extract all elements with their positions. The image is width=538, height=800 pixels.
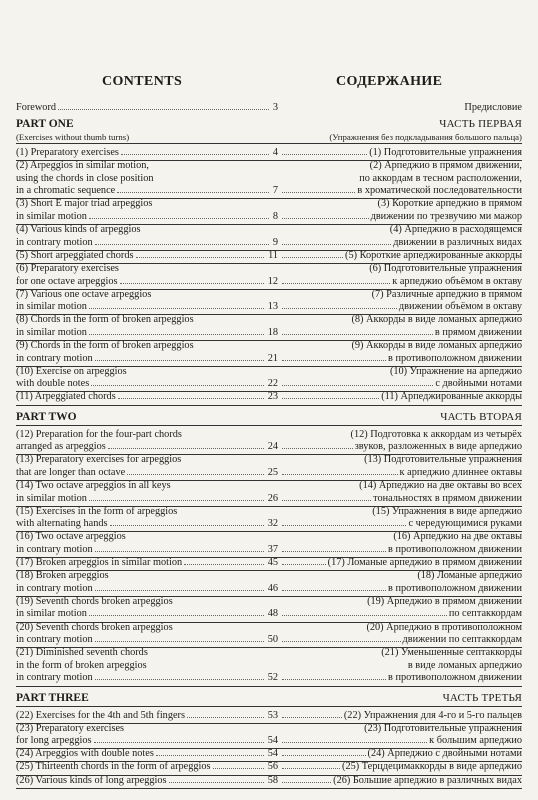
dot-leader xyxy=(282,679,386,680)
toc-entry-line-en xyxy=(16,289,278,302)
entry-text-ru: (24) Арпеджио с двойными нотами xyxy=(367,748,522,760)
entry-text-en: in contrary motion xyxy=(16,582,93,594)
divider-line xyxy=(278,706,522,707)
page-number: 7 xyxy=(272,185,278,197)
dot-leader xyxy=(187,717,264,718)
toc-entry-line-en xyxy=(16,531,278,544)
entry-text-en: in similar motion xyxy=(16,608,87,620)
toc-entry-line-en xyxy=(16,441,278,454)
dot-leader xyxy=(95,244,269,245)
toc-entry-line-en xyxy=(16,748,278,761)
entry-text-en: using the chords in close position xyxy=(16,172,154,184)
toc-entry-line-ru xyxy=(278,441,522,454)
divider-line xyxy=(278,686,522,687)
entry-text-ru: с двойными нотами xyxy=(435,378,522,390)
dot-leader xyxy=(184,564,264,565)
dot-leader xyxy=(91,385,263,386)
entry-text-ru: (17) Ломаные арпеджио в прямом движении xyxy=(327,557,522,568)
soderzhanie-heading: СОДЕРЖАНИЕ xyxy=(336,74,443,89)
page-number: 3 xyxy=(272,102,278,113)
dot-leader xyxy=(120,283,264,284)
entry-text-en: (21) Diminished seventh chords xyxy=(16,647,148,659)
page-number: 54 xyxy=(267,748,278,760)
entry-text-en: (9) Chords in the form of broken arpeggios xyxy=(16,340,194,351)
entry-text-en: (6) Preparatory exercises xyxy=(16,262,119,274)
toc-entry-line-ru xyxy=(278,710,522,723)
toc-entry-line-ru xyxy=(278,289,522,302)
entry-text-en: (18) Broken arpeggios xyxy=(16,570,109,582)
entry-text-ru: в противоположном движении xyxy=(388,672,522,684)
toc-entry-line-ru xyxy=(278,160,522,173)
toc-entry-line-en xyxy=(16,506,278,519)
toc-entry-line-ru xyxy=(278,237,522,250)
dot-leader xyxy=(213,768,264,769)
entry-text-en: (11) Arpeggiated chords xyxy=(16,391,116,403)
dot-leader xyxy=(108,448,264,449)
toc-entry-line-ru xyxy=(278,723,522,736)
toc-entry-line-en xyxy=(16,185,278,198)
dot-leader xyxy=(95,679,264,680)
divider-line xyxy=(16,686,278,687)
part-subtitle-en: (Exercises without thumb turns) xyxy=(16,132,130,142)
toc-entry-line-en xyxy=(16,467,278,480)
entry-text-en: with alternating hands xyxy=(16,518,108,530)
toc-entry-line-ru xyxy=(278,314,522,327)
page-number: 18 xyxy=(267,326,278,338)
toc-entry-line-ru xyxy=(278,429,522,442)
toc-entry-line-ru xyxy=(278,622,522,635)
toc-entry-line-en xyxy=(16,276,278,289)
toc-entry-line-ru xyxy=(278,327,522,340)
entry-text-en: (10) Exercise on arpeggios xyxy=(16,365,127,377)
entry-text-en: (3) Short E major triad arpeggios xyxy=(16,198,153,210)
dot-leader xyxy=(169,782,264,783)
part-title-en: PART TWO xyxy=(16,410,77,423)
toc-entry-line-en xyxy=(16,660,278,673)
entry-text-en: (13) Preparatory exercises for arpeggios xyxy=(16,454,182,466)
dot-leader xyxy=(282,615,447,616)
dot-leader xyxy=(282,768,340,769)
entry-text-en: (24) Arpeggios with double notes xyxy=(16,748,154,760)
part-title-ru: ЧАСТЬ ПЕРВАЯ xyxy=(439,118,522,130)
toc-entry-line-ru xyxy=(278,775,522,788)
divider-line xyxy=(278,405,522,406)
entry-text-en: (8) Chords in the form of broken arpeggios xyxy=(16,314,194,326)
dot-leader xyxy=(282,192,355,193)
dot-leader xyxy=(282,717,342,718)
entry-text-ru: к арпеджио длиннее октавы xyxy=(399,466,522,478)
toc-entry-line-en xyxy=(16,250,278,263)
dot-leader xyxy=(282,474,398,475)
toc-entry-line-ru xyxy=(278,748,522,761)
entry-text-ru: в противоположном движении xyxy=(388,352,522,364)
page-number: 56 xyxy=(267,761,278,773)
toc-entry-line-ru xyxy=(278,647,522,660)
entry-text-en: in similar motion xyxy=(16,211,87,222)
entry-text-ru: (22) Упражнения для 4-го и 5-го пальцев xyxy=(343,709,522,721)
entry-text-ru: по аккордам в тесном расположении, xyxy=(359,172,522,184)
entry-text-en: in similar motion xyxy=(16,301,87,313)
toc-entry-line-en xyxy=(16,493,278,506)
entry-text-en: (26) Various kinds of long arpeggios xyxy=(16,774,167,786)
toc-entry-line-en xyxy=(16,160,278,173)
dot-leader xyxy=(89,308,264,309)
entry-text-en: (19) Seventh chords broken arpeggios xyxy=(16,595,173,607)
entry-text-ru: к большим арпеджио xyxy=(429,735,522,747)
toc-entry-line-en xyxy=(16,570,278,583)
entry-text-ru: (26) Большие арпеджио в различных видах xyxy=(333,774,522,786)
dot-leader xyxy=(127,474,263,475)
toc-entry-line-en xyxy=(16,429,278,442)
entry-text-ru: с чередующимися руками xyxy=(408,518,522,530)
page-number: 32 xyxy=(267,518,278,530)
toc-entry-line-ru xyxy=(278,583,522,596)
page-number: 54 xyxy=(267,735,278,747)
dot-leader xyxy=(89,500,264,501)
entry-text-ru: (18) Ломаные арпеджио xyxy=(417,570,522,582)
entry-text-en: (17) Broken arpeggios in similar motion xyxy=(16,557,183,568)
divider-line xyxy=(16,788,278,789)
toc-entry-line-ru xyxy=(278,198,522,211)
toc-entry-line-ru xyxy=(278,596,522,609)
toc-entry-line-en xyxy=(16,518,278,531)
dot-leader xyxy=(89,218,269,219)
entry-text-en: in contrary motion xyxy=(16,672,93,684)
entry-text-ru: движении объёмом в октаву xyxy=(398,301,522,313)
toc-entry-line-ru xyxy=(278,301,522,314)
dot-leader xyxy=(110,525,264,526)
entry-text-en: in contrary motion xyxy=(16,634,93,646)
entry-text-ru: в виде ломаных арпеджио xyxy=(407,659,522,671)
page-number: 4 xyxy=(272,147,278,158)
dot-leader xyxy=(282,564,326,565)
dot-leader xyxy=(95,551,264,552)
page-number: 13 xyxy=(267,301,278,313)
entry-text-ru: (6) Подготовительные упражнения xyxy=(369,262,522,274)
dot-leader xyxy=(282,334,433,335)
toc-entry-line-ru xyxy=(278,544,522,557)
dot-leader xyxy=(121,154,269,155)
entry-text-ru: (13) Подготовительные упражнения xyxy=(364,454,522,466)
toc-entry-line-ru xyxy=(278,557,522,570)
page-number: 58 xyxy=(267,774,278,786)
page-number: 8 xyxy=(272,211,278,222)
toc-entry-line-en xyxy=(16,211,278,224)
dot-leader xyxy=(282,641,401,642)
toc-entry-line-en xyxy=(16,647,278,660)
toc-entry-line-ru xyxy=(278,608,522,621)
page-number: 24 xyxy=(267,441,278,453)
entry-text-en: (22) Exercises for the 4th and 5th fingers xyxy=(16,709,185,721)
dot-leader xyxy=(282,742,427,743)
toc-entry-line-ru xyxy=(278,735,522,748)
part-title-ru: ЧАСТЬ ТРЕТЬЯ xyxy=(442,691,522,704)
toc-entry-line-ru xyxy=(278,378,522,391)
toc-entry-line-ru xyxy=(278,761,522,774)
entry-text-ru: (14) Арпеджио на две октавы во всех xyxy=(359,479,522,491)
dot-leader xyxy=(89,334,264,335)
entry-text-ru: (16) Арпеджио на две октавы xyxy=(393,531,522,543)
entry-text-en: (12) Preparation for the four-part chords xyxy=(16,428,182,440)
page-number: 9 xyxy=(272,236,278,248)
entry-text-en: arranged as arpeggios xyxy=(16,441,106,453)
part-title-ru: ЧАСТЬ ВТОРАЯ xyxy=(440,410,522,423)
toc-entry-line-en xyxy=(16,454,278,467)
entry-text-ru: (4) Арпеджио в расходящемся xyxy=(389,224,522,236)
toc-entry-line-ru xyxy=(278,506,522,519)
toc-entry-line-ru xyxy=(278,340,522,353)
toc-entry-line-en xyxy=(16,237,278,250)
entry-text-en: that are longer than octave xyxy=(16,466,126,478)
entry-text-ru: движении по трезвучию ми мажор xyxy=(370,211,522,222)
page-number: 25 xyxy=(267,466,278,478)
toc-entry-line-en xyxy=(16,608,278,621)
toc-entry-line-ru xyxy=(278,366,522,379)
entry-text-ru: (20) Арпеджио в противоположном xyxy=(366,621,522,633)
entry-text-en: (1) Preparatory exercises xyxy=(16,147,119,158)
toc-entry-line-en xyxy=(16,301,278,314)
entry-text-en: in similar motion xyxy=(16,492,87,504)
dot-leader xyxy=(282,283,390,284)
toc-entry-line-ru xyxy=(278,672,522,685)
toc-entry-line-en xyxy=(16,544,278,557)
entry-text-ru: тональностях в прямом движении xyxy=(373,492,522,504)
toc-entry-line-en xyxy=(16,353,278,366)
dot-leader xyxy=(282,551,386,552)
entry-text-ru: (12) Подготовка к аккордам из четырёх xyxy=(350,428,522,440)
dot-leader xyxy=(282,154,367,155)
dot-leader xyxy=(136,257,265,258)
dot-leader xyxy=(95,641,264,642)
toc-entry-line-en xyxy=(16,672,278,685)
page-number: 37 xyxy=(267,543,278,555)
divider-line xyxy=(278,143,522,144)
toc-entry-line-ru xyxy=(278,634,522,647)
page-number: 12 xyxy=(267,275,278,287)
entry-text-ru: (10) Упражнение на арпеджио xyxy=(389,365,522,377)
page-number: 50 xyxy=(267,634,278,646)
toc-entry-line-en xyxy=(16,735,278,748)
toc-entry-line-ru xyxy=(278,173,522,186)
toc-entry-line-ru xyxy=(278,518,522,531)
part-subtitle-ru: (Упражнения без подкладывания большого пальца) xyxy=(329,132,522,142)
entry-text-ru: по септаккордам xyxy=(448,608,522,620)
entry-text-ru: (25) Терцдецимаккорды в виде арпеджио xyxy=(342,761,522,773)
dot-leader xyxy=(89,615,264,616)
entry-text-en: for long arpeggios xyxy=(16,735,92,747)
dot-leader xyxy=(282,218,369,219)
entry-text-en: in a chromatic sequence xyxy=(16,185,116,197)
dot-leader xyxy=(95,360,264,361)
dot-leader xyxy=(282,360,386,361)
dot-leader xyxy=(282,244,391,245)
toc-entry-line-en xyxy=(16,634,278,647)
dot-leader xyxy=(156,755,264,756)
entry-text-ru: к арпеджио объёмом в октаву xyxy=(392,275,522,287)
dot-leader xyxy=(117,192,269,193)
entry-text-ru: в хроматической последовательности xyxy=(357,185,522,197)
toc-entry-line-ru xyxy=(278,211,522,224)
toc-entry-line-en xyxy=(16,340,278,353)
entry-text-ru: (23) Подготовительные упражнения xyxy=(364,722,522,734)
toc-entry-line-en xyxy=(16,622,278,635)
toc-entry-line-en xyxy=(16,723,278,736)
entry-text-en: (20) Seventh chords broken arpeggios xyxy=(16,621,173,633)
divider-line xyxy=(278,425,522,426)
entry-text-ru: (11) Арпеджированные аккорды xyxy=(381,391,522,403)
page-number: 21 xyxy=(267,352,278,364)
toc-entry-line-en xyxy=(16,102,278,115)
entry-text-en: Foreword xyxy=(16,102,57,113)
part-title-en: PART THREE xyxy=(16,691,89,704)
toc-entry-line-en xyxy=(16,224,278,237)
toc-entry-line-ru xyxy=(278,263,522,276)
toc-entry-line-en xyxy=(16,391,278,404)
dot-leader xyxy=(282,590,386,591)
entry-text-ru: звуков, разложенных в виде арпеджио xyxy=(354,441,522,453)
dot-leader xyxy=(94,742,264,743)
entry-text-en: (4) Various kinds of arpeggios xyxy=(16,224,141,236)
toc-entry-line-en xyxy=(16,557,278,570)
divider-line xyxy=(278,788,522,789)
toc-entry-line-en xyxy=(16,775,278,788)
toc-entry-line-ru xyxy=(278,353,522,366)
toc-header xyxy=(16,74,522,94)
entry-text-en: in contrary motion xyxy=(16,352,93,364)
toc-entry-line-ru xyxy=(278,660,522,673)
entry-text-ru: (8) Аккорды в виде ломаных арпеджио xyxy=(351,314,522,326)
entry-text-en: for one octave arpeggios xyxy=(16,275,118,287)
entry-text-ru: (19) Арпеджио в прямом движении xyxy=(367,595,522,607)
page-number: 45 xyxy=(267,557,278,568)
toc-entry-line-en xyxy=(16,198,278,211)
divider-line xyxy=(16,425,278,426)
contents-heading: CONTENTS xyxy=(102,74,183,89)
dot-leader xyxy=(282,525,406,526)
entry-text-en: (16) Two octave arpeggios xyxy=(16,531,126,543)
toc-entry-line-en xyxy=(16,314,278,327)
toc-entry-line-en xyxy=(16,710,278,723)
toc-entry-line-en xyxy=(16,147,278,160)
dot-leader xyxy=(95,590,264,591)
entry-text-ru: в прямом движении xyxy=(434,326,522,338)
entry-text-ru: (7) Различные арпеджио в прямом xyxy=(371,288,522,300)
page-number: 46 xyxy=(267,582,278,594)
entry-text-ru: движении по септаккордам xyxy=(402,634,522,646)
toc-entry-line-ru xyxy=(278,185,522,198)
toc-entry-line-en xyxy=(16,327,278,340)
entry-text-en: in the form of broken arpeggios xyxy=(16,659,147,671)
page-number: 48 xyxy=(267,608,278,620)
toc-entry-line-en xyxy=(16,480,278,493)
entry-text-en: (15) Exercises in the form of arpeggios xyxy=(16,505,178,517)
entry-text-en: (23) Preparatory exercises xyxy=(16,722,125,734)
foreword-ru: Предисловие xyxy=(464,102,522,113)
dot-leader xyxy=(282,308,397,309)
toc-entry-line-en xyxy=(16,761,278,774)
toc-entry-line-ru xyxy=(278,480,522,493)
entry-text-en: in contrary motion xyxy=(16,543,93,555)
toc-entry-line-en xyxy=(16,596,278,609)
dot-leader xyxy=(282,782,331,783)
entry-text-en: in contrary motion xyxy=(16,236,93,248)
entry-text-ru: (2) Арпеджио в прямом движении, xyxy=(369,160,522,172)
dot-leader xyxy=(118,398,264,399)
entry-text-ru: движении в различных видах xyxy=(393,236,522,248)
toc-entry-line-en xyxy=(16,366,278,379)
dot-leader xyxy=(282,755,366,756)
toc-entry-line-en xyxy=(16,378,278,391)
toc-entry-line-ru xyxy=(278,493,522,506)
part-title-en: PART ONE xyxy=(16,118,74,130)
page-number: 23 xyxy=(267,391,278,403)
toc-entry-line-ru xyxy=(278,467,522,480)
entry-text-ru: в противоположном движении xyxy=(388,582,522,594)
divider-line xyxy=(16,143,278,144)
divider-line xyxy=(16,405,278,406)
entry-text-ru: (5) Короткие арпеджированные аккорды xyxy=(345,249,522,261)
divider-line xyxy=(16,706,278,707)
dot-leader xyxy=(282,500,371,501)
toc-entry-line-ru xyxy=(278,147,522,160)
entry-text-ru: (21) Уменьшенные септаккорды xyxy=(381,647,522,659)
toc-entry-line-en xyxy=(16,173,278,186)
toc-entry-line-ru xyxy=(278,250,522,263)
entry-text-ru: в противоположном движении xyxy=(388,543,522,555)
entry-text-en: (2) Arpeggios in similar motion, xyxy=(16,160,149,172)
toc-entry-line-ru xyxy=(278,454,522,467)
dot-leader xyxy=(282,448,353,449)
toc-entry-line-ru xyxy=(278,224,522,237)
toc-entry-line-ru xyxy=(278,276,522,289)
dot-leader xyxy=(58,109,269,110)
toc-entry-line-ru xyxy=(278,570,522,583)
page-number: 52 xyxy=(267,672,278,684)
page-number: 22 xyxy=(267,378,278,390)
page-number: 53 xyxy=(267,709,278,721)
entry-text-en: with double notes xyxy=(16,378,90,390)
entry-text-ru: (1) Подготовительные упражнения xyxy=(369,147,522,158)
entry-text-ru: (3) Короткие арпеджио в прямом xyxy=(377,198,522,210)
toc-entry-line-ru xyxy=(278,531,522,544)
dot-leader xyxy=(282,257,343,258)
entry-text-en: (5) Short arpeggiated chords xyxy=(16,249,134,261)
toc-page xyxy=(16,0,522,800)
dot-leader xyxy=(282,385,433,386)
entry-text-en: (14) Two octave arpeggios in all keys xyxy=(16,479,171,491)
toc-entry-line-en xyxy=(16,263,278,276)
entry-text-ru: (15) Упражнения в виде арпеджио xyxy=(372,505,522,517)
entry-text-en: (7) Various one octave arpeggios xyxy=(16,288,152,300)
page-number: 26 xyxy=(267,492,278,504)
toc-entry-line-ru xyxy=(278,391,522,404)
entry-text-en: (25) Thirteenth chords in the form of arpeggios xyxy=(16,761,211,773)
dot-leader xyxy=(282,398,379,399)
entry-text-en: in similar motion xyxy=(16,326,87,338)
page-number: 11 xyxy=(268,249,278,261)
entry-text-ru: (9) Аккорды в виде ломаных арпеджио xyxy=(351,340,522,351)
toc-entry-line-en xyxy=(16,583,278,596)
